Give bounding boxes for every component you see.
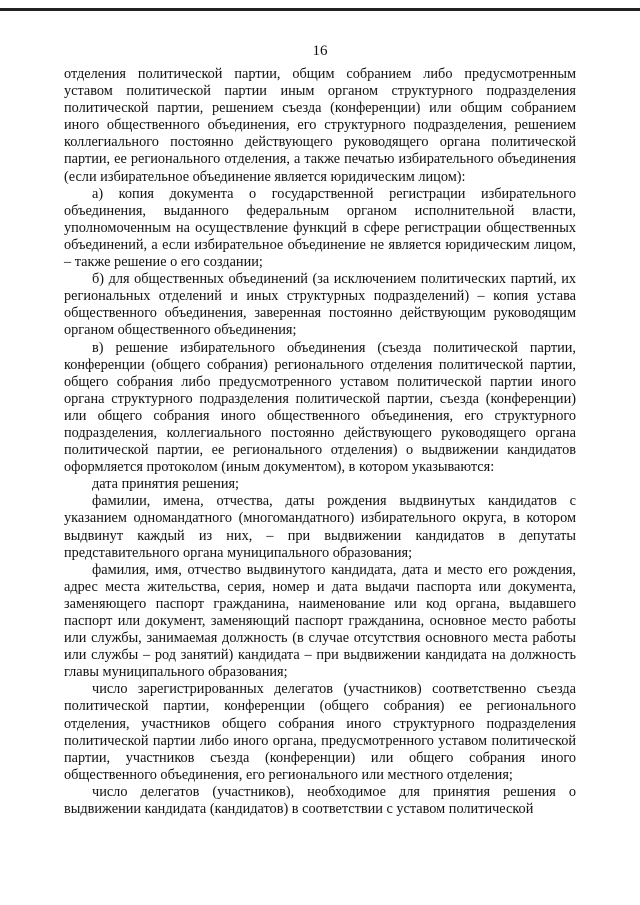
top-border-line <box>0 8 640 11</box>
paragraph-continuation: отделения политической партии, общим собранием либо предусмотренным уставом политической партии иным органом структурного подразделения политической партии, решением съезда (конференции) или общим собранием иного общественного объединения, его структурного подразделения, решением коллегиального постоянно действующего руководящего органа политической партии, ее регионального отделения, а также печатью избирательного объединения (если избирательное объединение является юридическим лицом): <box>64 66 576 185</box>
paragraph-candidate-head: фамилия, имя, отчество выдвинутого кандидата, дата и место его рождения, адрес места жительства, серия, номер и дата выдачи паспорта или документа, заменяющего паспорт гражданина, наименование или код органа, выдавшего паспорт или документ, заменяющий паспорт гражданина, основное место работы или службы, занимаемая должность (в случае отсутствия основного места работы или службы – род занятий) кандидата – при выдвижении кандидата на должность главы муниципального образования; <box>64 561 576 681</box>
paragraph-item-b: б) для общественных объединений (за исключением политических партий, их региональных отделений и иных структурных подразделений) – копия устава общественного объединения, заверенная постоянно действующим руководящим органом общественного объединения; <box>64 271 576 339</box>
paragraph-item-a: а) копия документа о государственной регистрации избирательного объединения, выданного федеральным органом исполнительной власти, уполномоченным на осуществление функций в сфере регистрации общественных объединений, а если избирательное объединение не является юридическим лицом, – также решение о его создании; <box>64 185 576 271</box>
paragraph-decision-date: дата принятия решения; <box>92 476 240 493</box>
paragraph-candidates-deputies: фамилии, имена, отчества, даты рождения выдвинутых кандидатов с указанием одномандатного (многомандатного) избирательного округа, в котором выдвинут каждый из них, – при выдвижении кандидатов в депутаты представительного органа муниципального образования; <box>64 493 576 561</box>
document-body <box>64 66 576 818</box>
page-number: 16 <box>312 43 328 59</box>
paragraph-item-v: в) решение избирательного объединения (съезда политической партии, конференции (общего собрания) регионального отделения политической партии, общего собрания либо предусмотренного уставом политической партии иного органа структурного подразделения политической партии, съезда (конференции) или общего собрания иного общественного объединения, его структурного подразделения, коллегиального постоянно действующего руководящего органа политической партии, ее регионального отделения) о выдвижении кандидатов оформляется протоколом (иным документом), в котором указываются: <box>64 339 576 476</box>
paragraph-required-delegates: число делегатов (участников), необходимое для принятия решения о выдвижении кандидата (кандидатов) в соответствии с уставом политической <box>64 783 576 818</box>
paragraph-registered-delegates: число зарегистрированных делегатов (участников) соответственно съезда политической партии, конференции (общего собрания) ее регионального отделения, участников общего собрания иного структурного подразделения политической партии либо иного органа, предусмотренного уставом политической партии, участников съезда (конференции) или общего собрания иного общественного объединения, его регионального или местного отделения; <box>64 681 576 783</box>
